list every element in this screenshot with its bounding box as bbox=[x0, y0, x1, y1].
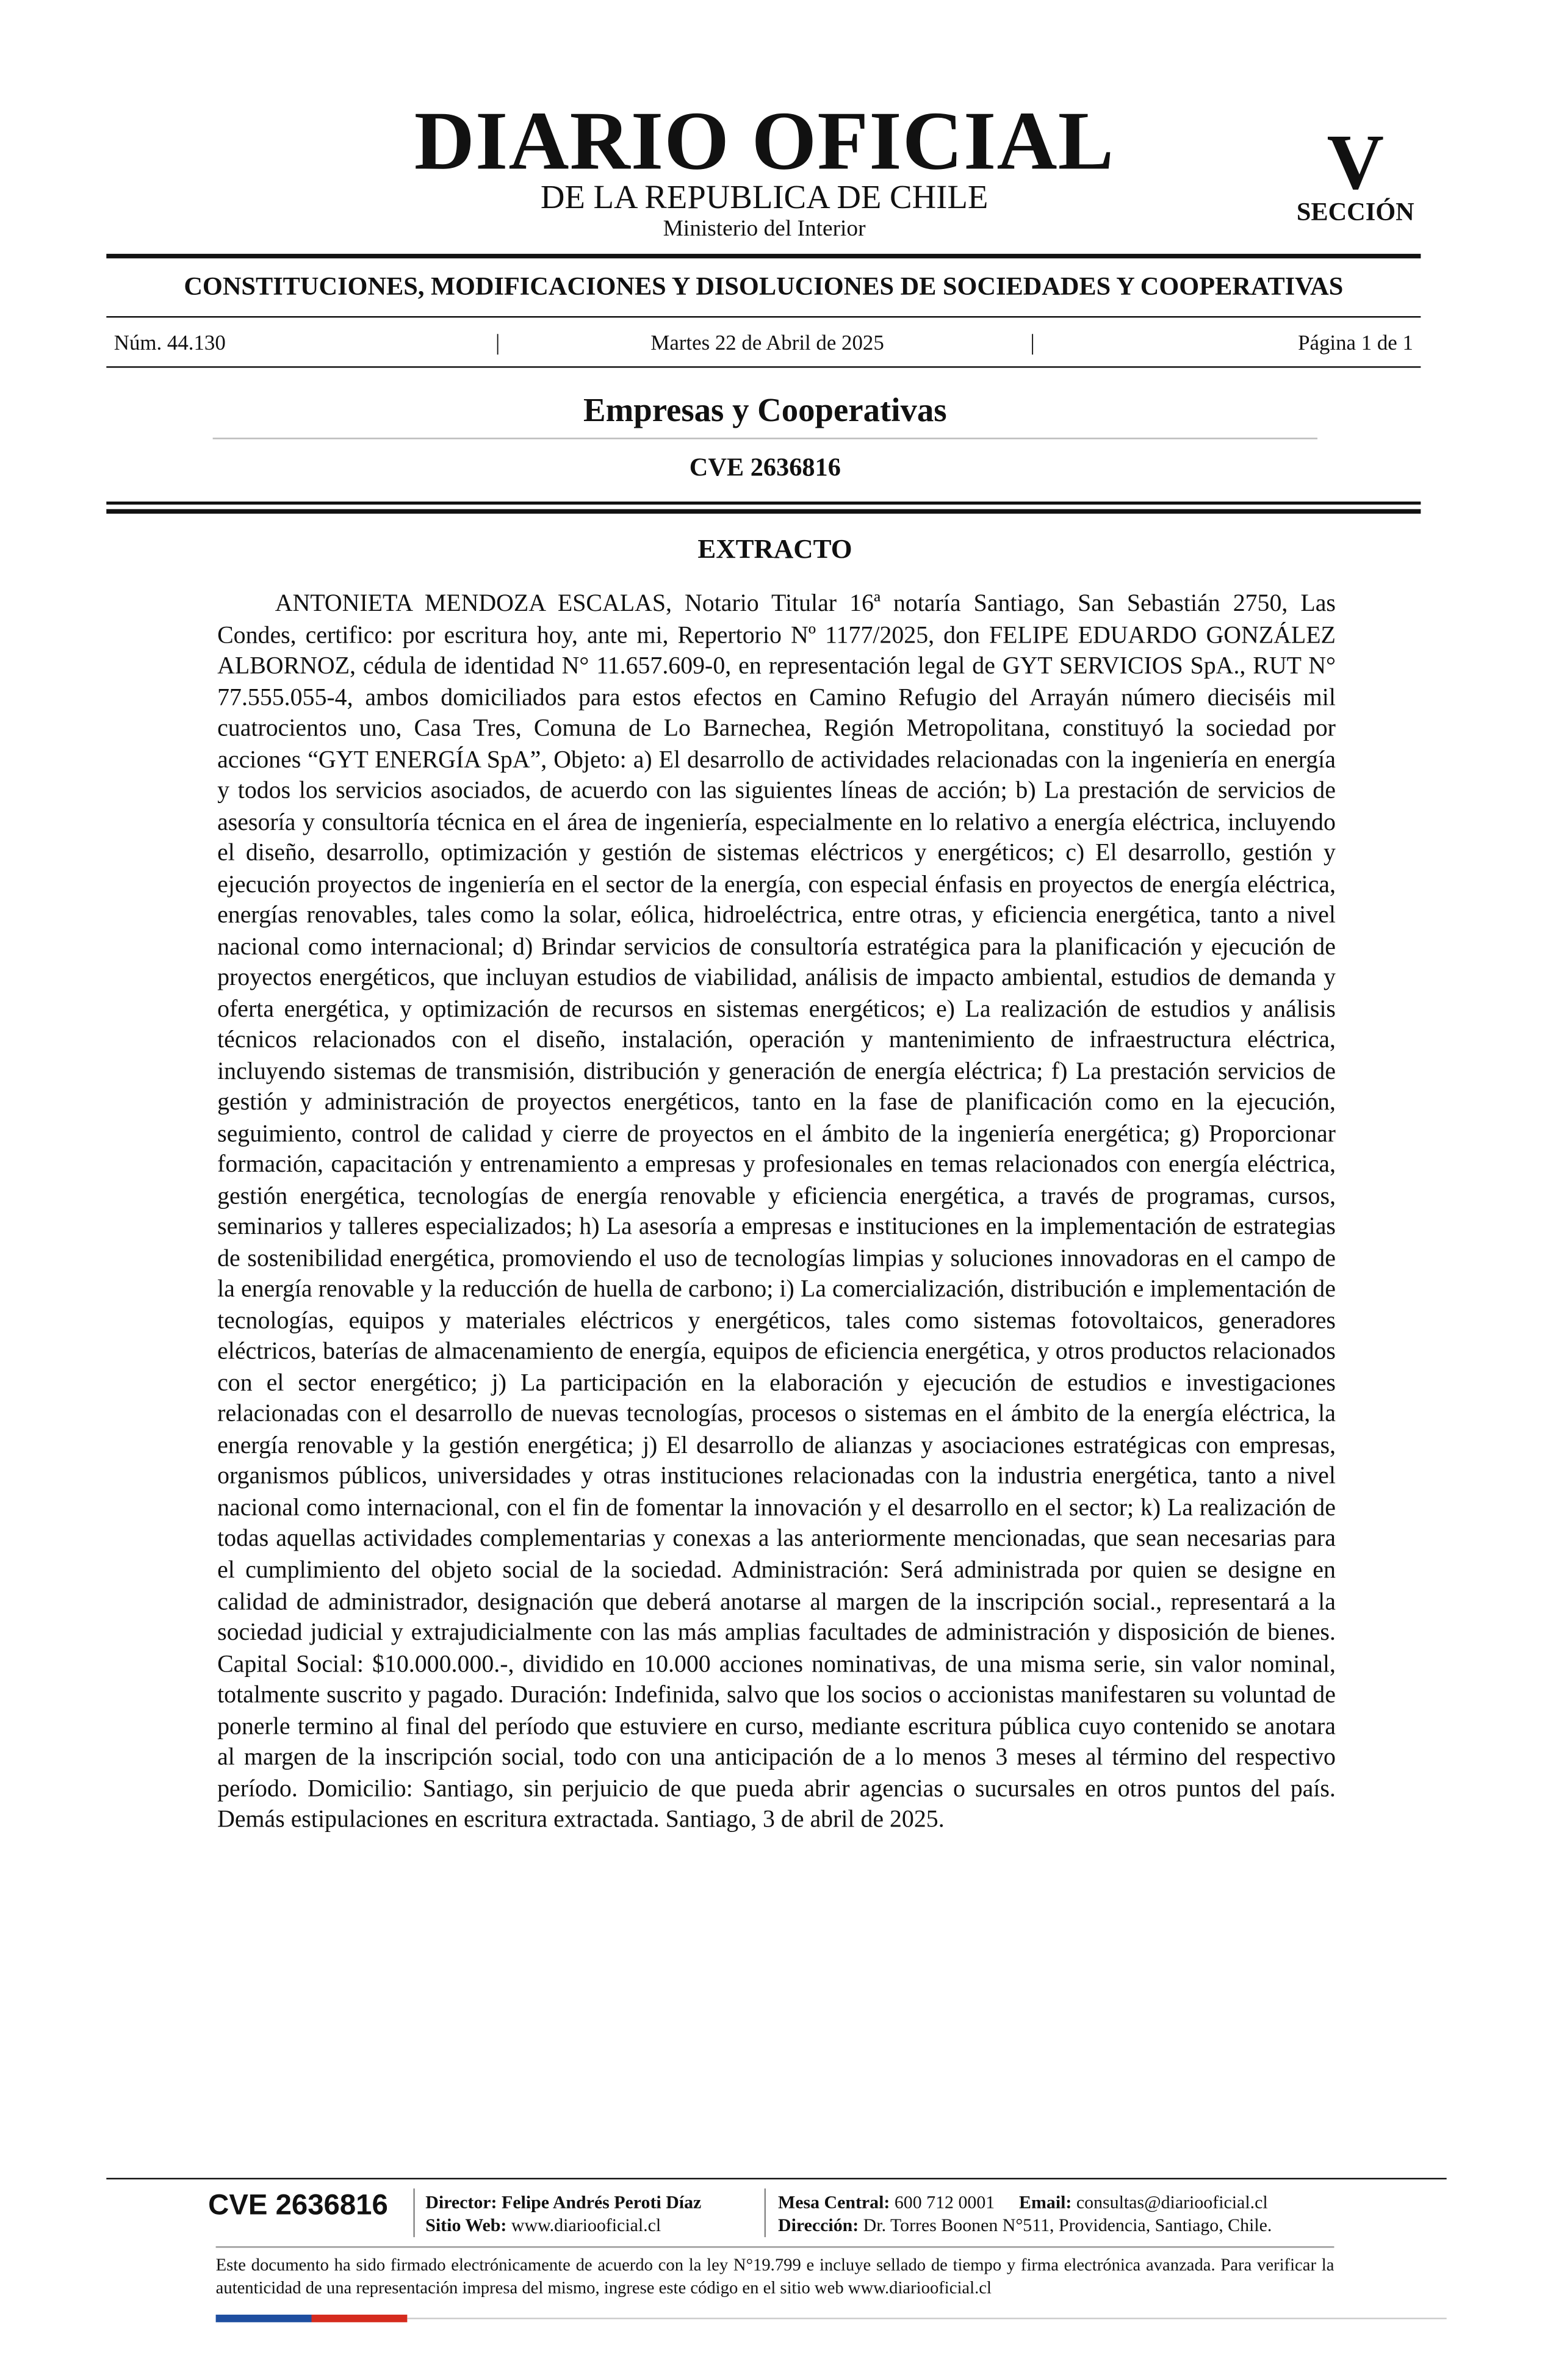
website-label: Sitio Web: bbox=[425, 2214, 507, 2236]
issue-separator: | bbox=[1030, 331, 1035, 356]
director-name: Felipe Andrés Peroti Díaz bbox=[502, 2191, 702, 2213]
masthead-subtitle: DE LA REPUBLICA DE CHILE bbox=[540, 178, 989, 216]
issue-top-rule bbox=[106, 316, 1421, 317]
category-heading: CONSTITUCIONES, MODIFICACIONES Y DISOLUCIONES DE SOCIEDADES Y COOPERATIVAS bbox=[184, 272, 1344, 301]
email-label: Email: bbox=[1019, 2191, 1072, 2213]
address-label: Dirección: bbox=[777, 2214, 859, 2236]
type-divider bbox=[213, 438, 1317, 439]
issue-date: Martes 22 de Abril de 2025 bbox=[650, 333, 884, 356]
email-link[interactable]: consultas@diariooficial.cl bbox=[1076, 2191, 1268, 2213]
footer-director bbox=[425, 2191, 701, 2214]
issue-bottom-rule bbox=[106, 366, 1421, 367]
footer-cve-code: CVE 2636816 bbox=[208, 2190, 388, 2222]
bottom-hairline bbox=[407, 2318, 1446, 2319]
footer-divider bbox=[765, 2188, 766, 2237]
footer-address bbox=[778, 2215, 1272, 2237]
issue-number: Núm. 44.130 bbox=[113, 333, 226, 356]
issue-separator: | bbox=[495, 331, 500, 356]
section-letter: V bbox=[1327, 120, 1385, 207]
flag-stripe-blue bbox=[216, 2315, 312, 2322]
header-double-rule-top bbox=[106, 502, 1421, 505]
cve-code: CVE 2636816 bbox=[689, 453, 841, 482]
header-double-rule-bottom bbox=[106, 509, 1421, 513]
footer-divider bbox=[413, 2188, 414, 2237]
flag-stripe-red bbox=[311, 2315, 407, 2322]
page-counter: Página 1 de 1 bbox=[1298, 333, 1413, 356]
document-title: EXTRACTO bbox=[697, 533, 852, 564]
document-body: ANTONIETA MENDOZA ESCALAS, Notario Titular 16ª notaría Santiago, San Sebastián 2750, Las Condes, certifico: por escritura hoy, ante mi, Repertorio Nº 1177/2025, don FELIPE EDUARDO GONZÁLEZ ALBORNOZ, cédula de identidad N° 11.657.609-0, en representación legal de GYT SERVICIOS SpA., RUT N° 77.555.055-4, ambos domiciliados para estos efectos en Camino Refugio del Arrayán número dieciséis mil cuatrocientos uno, Casa Tres, Comuna de Lo Barnechea, Región Metropolitana, constituyó la sociedad por acciones “GYT ENERGÍA SpA”, Objeto: a) El desarrollo de actividades relacionadas con la ingeniería en energía y todos los servicios asociados, de acuerdo con las siguientes líneas de acción; b) La prestación de servicios de asesoría y consultoría técnica en el área de ingeniería, especialmente en lo relativo a energía eléctrica, incluyendo el diseño, desarrollo, optimización y gestión de sistemas eléctricos y energéticos; c) El desarrollo, gestión y ejecución proyectos de ingeniería en el sector de la energía, con especial énfasis en proyectos de energía eléctrica, energías renovables, tales como la solar, eólica, hidroeléctrica, entre otras, y eficiencia energética, tanto a nivel nacional como internacional; d) Brindar servicios de consultoría estratégica para la planificación y ejecución de proyectos energéticos, que incluyan estudios de viabilidad, análisis de impacto ambiental, estudios de demanda y oferta energética, y optimización de recursos en sistemas energéticos; e) La realización de estudios y análisis técnicos relacionados con el diseño, instalación, operación y mantenimiento de infraestructura eléctrica, incluyendo sistemas de transmisión, distribución y generación de energía eléctrica; f) La prestación servicios de gestión y administración de proyectos energéticos, tanto en la fase de planificación como en la ejecución, seguimiento, control de calidad y cierre de proyectos en el ámbito de la ingeniería energética; g) Proporcionar formación, capacitación y entrenamiento a empresas y profesionales en temas relacionados con energía eléctrica, gestión energética, tecnologías de energía renovable y eficiencia energética, a través de programas, cursos, seminarios y talleres especializados; h) La asesoría a empresas e instituciones en la implementación de estrategias de sostenibilidad energética, promoviendo el uso de tecnologías limpias y soluciones innovadoras en el campo de la energía renovable y la reducción de huella de carbono; i) La comercialización, distribución e implementación de tecnologías, equipos y materiales eléctricos y energéticos, tales como sistemas fotovoltaicos, generadores eléctricos, baterías de almacenamiento de energía, equipos de eficiencia energética, y otros productos relacionados con el sector energético; j) La participación en la elaboración y ejecución de estudios e investigaciones relacionadas con el desarrollo de nuevas tecnologías, procesos o sistemas en el ámbito de la energía eléctrica, la energía renovable y la gestión energética; j) El desarrollo de alianzas y asociaciones estratégicas con empresas, organismos públicos, universidades y otras instituciones relacionadas con la industria energética, tanto a nivel nacional como internacional, con el fin de fomentar la innovación y el desarrollo en el sector; k) La realización de todas aquellas actividades complementarias y conexas a las anteriormente mencionadas, que sean necesarias para el cumplimiento del objeto social de la sociedad. Administración: Será administrada por quien se designe en calidad de administrador, designación que deberá anotarse al margen de la inscripción social., representará a la sociedad judicial y extrajudicialmente con las más amplias facultades de administración y disposición de bienes. Capital Social: $10.000.000.-, dividido en 10.000 acciones nominativas, de una misma serie, sin valor nominal, totalmente suscrito y pagado. Duración: Indefinida, salvo que los socios o accionistas manifestaren su voluntad de ponerle termino al final del período que estuviere en curso, mediante escritura pública cuyo contenido se anotara al margen de la inscripción social, todo con una anticipación de a lo menos 3 meses al término del respectivo período. Domicilio: Santiago, sin perjuicio de que pueda abrir agencias o sucursales en otros puntos del país. Demás estipulaciones en escritura extractada. Santiago, 3 de abril de 2025. bbox=[217, 591, 1336, 1833]
masthead-rule bbox=[106, 254, 1421, 258]
section-label: SECCIÓN bbox=[1296, 197, 1414, 227]
phone-number: 600 712 0001 bbox=[894, 2191, 995, 2213]
address-text: Dr. Torres Boonen N°511, Providencia, Santiago, Chile. bbox=[863, 2214, 1272, 2236]
notice-rule bbox=[216, 2246, 1334, 2248]
website-link[interactable]: www.diariooficial.cl bbox=[511, 2214, 661, 2236]
footer-rule bbox=[106, 2178, 1446, 2179]
footer-contact bbox=[778, 2191, 1268, 2214]
masthead-title: DIARIO OFICIAL bbox=[414, 94, 1115, 187]
publication-type: Empresas y Cooperativas bbox=[583, 391, 947, 429]
e-signature-notice: Este documento ha sido firmado electrónicamente de acuerdo con la ley N°19.799 e incluye sellado de tiempo y firma electrónica avanzada. Para verificar la autenticidad de una representación impresa del mismo, ingrese este código en el sitio web www.diariooficial.cl bbox=[215, 2257, 1334, 2298]
masthead-ministry: Ministerio del Interior bbox=[663, 217, 866, 242]
director-label: Director: bbox=[425, 2191, 497, 2213]
phone-label: Mesa Central: bbox=[777, 2191, 890, 2213]
footer-website bbox=[425, 2215, 661, 2237]
